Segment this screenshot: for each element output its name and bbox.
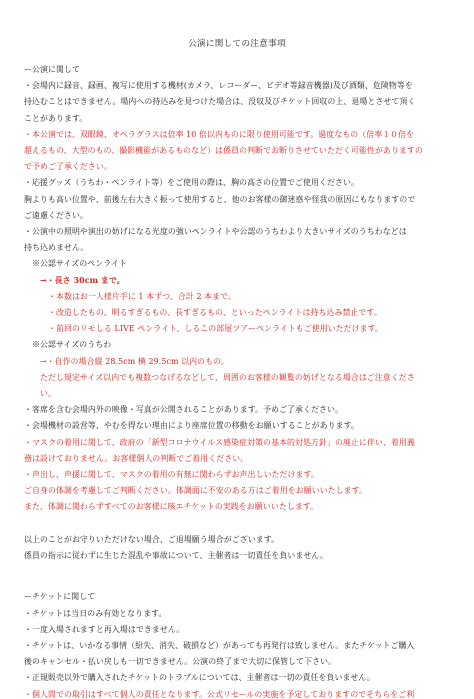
notice-line: ・改造したもの、明るすぎるもの、長すぎるもの、といったペンライトは持ち込み禁止です。 <box>24 308 382 317</box>
notice-line: ・チケットは、いかなる事情（紛失、消失、破損など）があっても再発行は致しません。またチケットご購入 <box>24 640 415 650</box>
notice-line: ことがあります。 <box>24 113 88 123</box>
notice-line: 持ち込めません。 <box>24 243 89 253</box>
notice-line: ※公認サイズのペンライト <box>24 259 128 269</box>
notice-line: い。 <box>24 389 56 398</box>
notice-line: ・一度入場されますと再入場はできません。 <box>24 624 185 634</box>
notice-line: →・自作の場合縦 28.5cm 横 29.5cm 以内のもの。 <box>24 356 229 366</box>
notice-line: ・チケットは当日のみ有効となります。 <box>24 608 167 618</box>
notice-line: 係員の指示に従わずに生じた混乱や事故について、主催者は一切責任を負いません。 <box>24 551 328 560</box>
notice-line: ・客席を含む会場内外の映像・写真が公開されることがあります。予めご了承ください。 <box>24 405 343 415</box>
notice-line: ただし規定サイズ以内でも複数つなげるなどして、周囲のお客様の観覧の妨げとなる場合はご注意くださ <box>24 372 415 382</box>
notice-line: ・会場機材の設営等、やむを得ない理由により座席位置の移動をお願いすることがあります。 <box>24 421 359 431</box>
notice-line: ご遠慮ください。 <box>24 210 88 220</box>
notice-line: ・会場内に録音、録画、複写に使用する機材(カメラ、レコーダー、ビデオ等録音機器)及び酒類、危険物等を <box>24 81 413 91</box>
notice-line: ・マスクの着用に関して、政府の「新型コロナウイルス感染症対策の基本的対処方針」の廃止に伴い、着用義 <box>24 437 415 447</box>
notice-line: 持込むことはできません。場内への持込みを見つけた場合は、没収及びチケット回収の上、退場とさせて頂く <box>24 97 416 107</box>
notice-line: ※公認サイズのうちわ <box>24 340 112 350</box>
notice-line: 胸よりも高い位置や、前後左右大きく振って使用すると、他のお客様の御迷惑や怪我の原因にもなりますので <box>24 194 416 204</box>
notice-line: また、体調に関わらずすべてのお客様に咳エチケットの実践をお願いいたします。 <box>24 502 319 512</box>
notice-line: ・本数はお一人様片手に 1 本ずつ、合計 2 本まで。 <box>24 291 236 301</box>
notice-line: 超えるもの、大型のもの、撮影機能があるものなど）は係員の判断でお断りさせていただく可能性がありますの <box>24 146 423 155</box>
section-heading-performance: ー公演に関して <box>24 65 80 74</box>
notice-line: で予めご了承ください。 <box>24 162 112 172</box>
notice-line: →・長さ 30cm まで。 <box>24 275 125 285</box>
notice-line: ・公演中の照明や演出の妨げになる光度の強いペンライトや公認のうちわより大きいサイズのうちわなどは <box>24 227 407 236</box>
notice-line: ・前回のリモしる LIVE ペンライト、しるこの部屋ツアーペンライトもご使用いただけます。 <box>24 324 383 334</box>
page-title: 公演に関しての注意事項 <box>188 39 286 49</box>
notice-line: ・個人間での取引はすべて個人の責任となります。公式リセールの実施を予定しておりますのでそちらをご利 <box>24 689 415 699</box>
notice-line: ・本公演では、双眼鏡、オペラグラスは倍率 10 倍以内ものに限り使用可能です。過度なもの（倍率１０倍を <box>24 129 415 139</box>
notice-line: 務は設けておりません。お客様個人の判断でご着用ください。 <box>24 453 249 463</box>
notice-line: ・応援グッズ（うちわ・ペンライト等）をご使用の際は、胸の高さの位置でご使用ください。 <box>24 178 359 188</box>
notice-line: 以上のことがお守りいただけない場合、ご退場願う場合がございます。 <box>24 534 280 544</box>
notice-line: ご自身の体調を考慮してご判断ください。体調面に不安のある方はご着用をお願いいたします。 <box>24 486 367 496</box>
notice-line: ・正規販売以外で購入されたチケットのトラブルについては、主催者は一切の責任を負いません。 <box>24 673 375 683</box>
section-heading-ticket: ーチケットに関して <box>24 592 96 602</box>
notice-line: 後のキャンセル・払い戻しも一切できません。公演の終了まで大切に保管して下さい。 <box>24 657 337 667</box>
notice-line: ・声出し、声援に関して、マスクの着用の有無に関わらずお声出しいただけます。 <box>24 470 319 479</box>
